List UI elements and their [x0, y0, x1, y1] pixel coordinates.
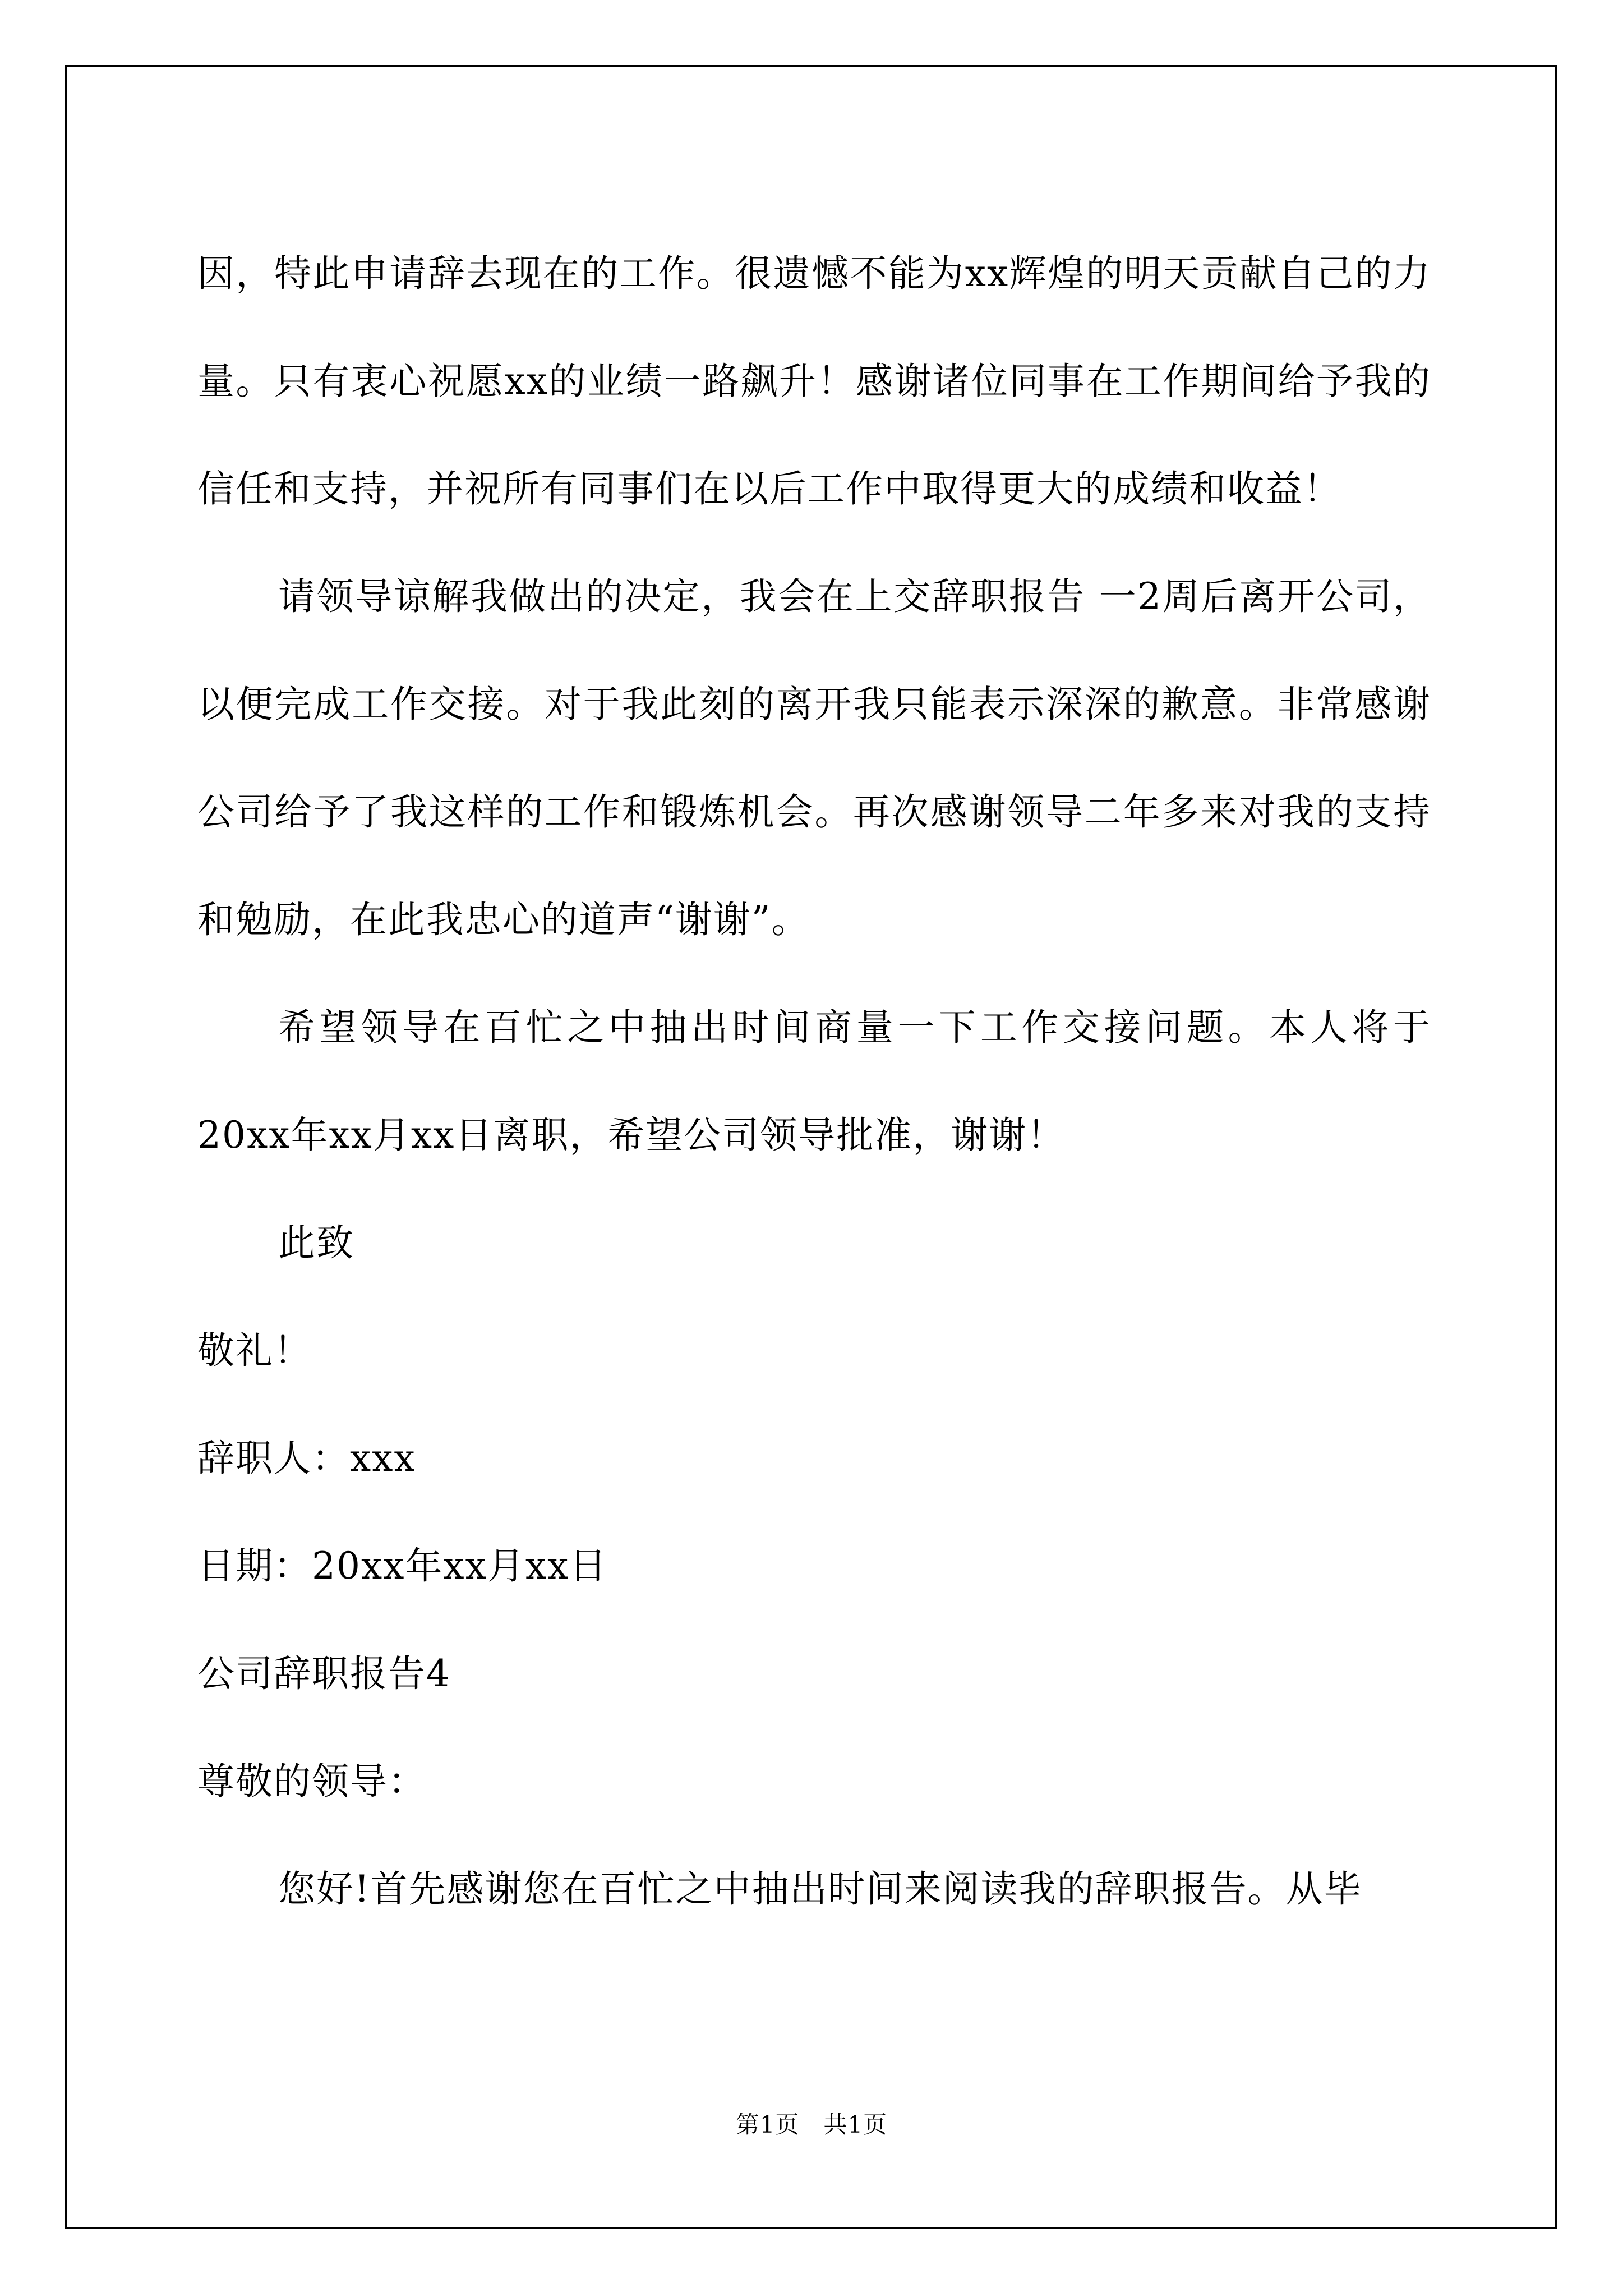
page-footer: 第1页 共1页 [735, 2111, 888, 2138]
closing-regards: 敬礼！ [197, 1329, 312, 1372]
document-body [197, 220, 1431, 1943]
signature-name: 辞职人：xxx [197, 1437, 416, 1480]
greeting: 尊敬的领导： [197, 1760, 426, 1803]
paragraph-2: 请领导谅解我做出的决定，我会在上交辞职报告 一2周后离开公司，以便完成工作交接。对于我此刻的离开我只能表示深深的歉意。非常感谢公司给予了我这样的工作和锻炼机会。再次感谢领导二年多来对我的支持和勉励，在此我忠心的道声“谢谢”。 [197, 575, 1431, 941]
closing-salutation: 此致 [278, 1221, 354, 1264]
paragraph-3: 希望领导在百忙之中抽出时间商量一下工作交接问题。本人将于20xx年xx月xx日离职，希望公司领导批准，谢谢！ [197, 1006, 1431, 1157]
section-heading: 公司辞职报告4 [197, 1652, 451, 1695]
signature-date: 日期：20xx年xx月xx日 [197, 1544, 608, 1588]
paragraph-1: 因，特此申请辞去现在的工作。很遗憾不能为xx辉煌的明天贡献自己的力量。只有衷心祝愿xx的业绩一路飙升！感谢诸位同事在工作期间给予我的信任和支持，并祝所有同事们在以后工作中取得更大的成绩和收益！ [197, 252, 1431, 510]
paragraph-opening: 您好!首先感谢您在百忙之中抽出时间来阅读我的辞职报告。从毕 [278, 1867, 1362, 1911]
